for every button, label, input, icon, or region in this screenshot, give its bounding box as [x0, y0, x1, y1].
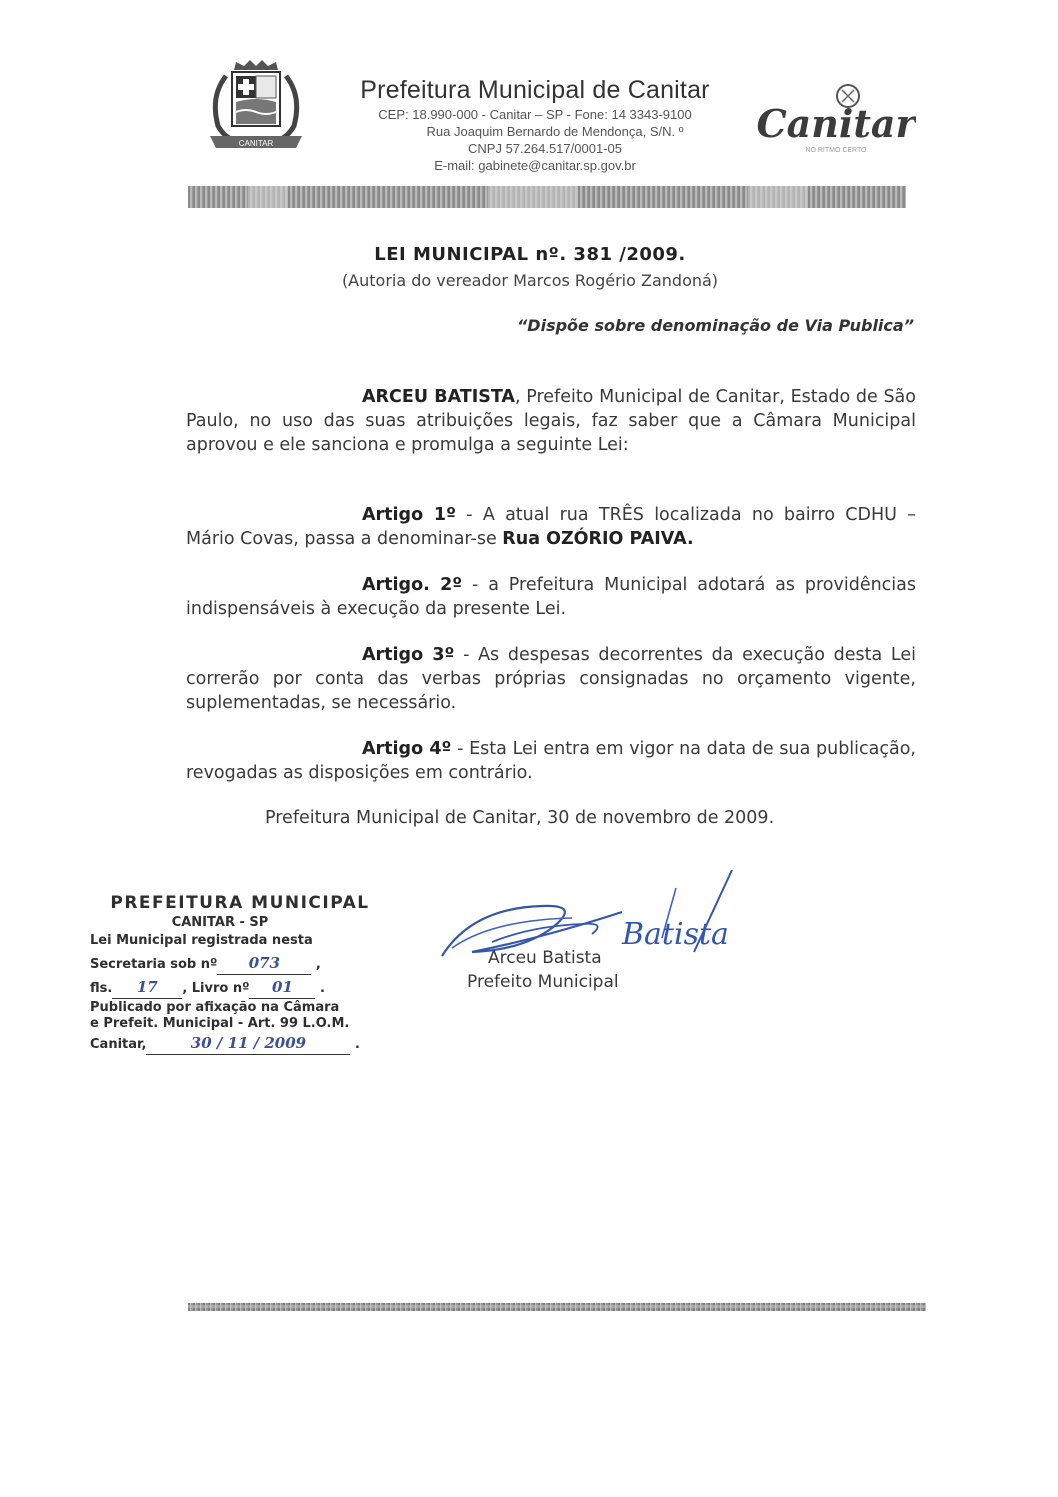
article-3-label: Artigo 3º: [362, 645, 455, 665]
email-line: E-mail: gabinete@canitar.sp.gov.br: [434, 158, 636, 173]
logo-wordmark: Canitar: [756, 101, 916, 146]
stamp-line-6: Canitar, 30 / 11 / 2009 .: [90, 1032, 390, 1056]
stamp-date-value: 30 / 11 / 2009: [146, 1032, 350, 1055]
logo-tagline: NO RITMO CERTO: [805, 147, 867, 154]
article-1: [186, 503, 916, 551]
stamp-folio-number: 17: [112, 976, 182, 999]
stamp-book-label: , Livro nº: [182, 981, 250, 996]
stamp-registry-number: 073: [217, 952, 311, 975]
article-3: [186, 643, 916, 715]
municipal-crest-icon: [196, 56, 316, 166]
canitar-logo: [756, 80, 916, 160]
article-4-text: - Esta Lei entra em vigor na data de sua publicação, revogadas as disposições em contrário.: [186, 739, 916, 783]
article-1-text: - A atual rua TRÊS localizada no bairro CDHU – Mário Covas, passa a denominar-se: [186, 505, 917, 549]
header-divider-bar: [188, 186, 906, 208]
cnpj-line: CNPJ 57.264.517/0001-05: [468, 141, 622, 156]
stamp-line-4: Publicado por afixação na Câmara: [90, 1000, 340, 1015]
crest-label: CANITAR: [238, 139, 274, 148]
article-1-street-name: Rua OZÓRIO PAIVA.: [502, 529, 694, 549]
stamp-line-2-label: Secretaria sob nº: [90, 957, 218, 972]
law-title: LEI MUNICIPAL nº. 381 /2009.: [374, 244, 686, 265]
mayor-name: ARCEU BATISTA: [362, 387, 515, 407]
stamp-line-5: e Prefeit. Municipal - Art. 99 L.O.M.: [90, 1016, 350, 1031]
stamp-date-label: Canitar,: [90, 1037, 147, 1052]
stamp-subtitle: CANITAR - SP: [171, 915, 269, 930]
signature-scribble: Batista: [622, 917, 729, 952]
intro-text: , Prefeito Municipal de Canitar, Estado de São Paulo, no uso das suas atribuições legais, faz saber que a Câmara Municipal aprovou e ele sanciona e promulga a seguinte Lei:: [186, 387, 916, 455]
footer-divider-bar: [188, 1303, 926, 1311]
law-subject: “Dispõe sobre denominação de Via Publica”: [517, 316, 914, 335]
stamp-line-3-label: fls.: [90, 981, 113, 996]
article-3-text: - As despesas decorrentes da execução desta Lei correrão por conta das verbas próprias consignadas no orçamento vigente, suplementadas, se necessário.: [186, 645, 916, 713]
letterhead: [300, 76, 770, 174]
stamp-title: PREFEITURA MUNICIPAL: [110, 893, 370, 913]
stamp-line-3: fls. 17 , Livro nº 01 .: [90, 976, 390, 1000]
stamp-book-number: 01: [249, 976, 315, 999]
stamp-line-2: Secretaria sob nº 073 ,: [90, 952, 390, 976]
closing-date-line: Prefeitura Municipal de Canitar, 30 de novembro de 2009.: [265, 808, 775, 828]
law-author: (Autoria do vereador Marcos Rogério Zandoná): [341, 271, 719, 290]
address-line: Rua Joaquim Bernardo de Mendonça, S/N. º: [426, 124, 684, 139]
stamp-line-1: Lei Municipal registrada nesta: [90, 933, 313, 948]
article-1-label: Artigo 1º: [362, 505, 456, 525]
article-2: [186, 573, 916, 621]
article-2-text: - a Prefeitura Municipal adotará as providências indispensáveis à execução da presente Lei.: [186, 575, 916, 619]
cep-phone-line: CEP: 18.990-000 - Canitar – SP - Fone: 14 3343-9100: [378, 107, 692, 122]
registration-stamp: [90, 893, 390, 1056]
article-2-label: Artigo. 2º: [362, 575, 463, 595]
article-4: [186, 737, 916, 785]
article-4-label: Artigo 4º: [362, 739, 452, 759]
signer-role: Prefeito Municipal: [467, 972, 619, 992]
signer-name: Arceu Batista: [488, 948, 602, 968]
organization-name: Prefeitura Municipal de Canitar: [360, 76, 710, 104]
intro-paragraph: [186, 385, 916, 457]
